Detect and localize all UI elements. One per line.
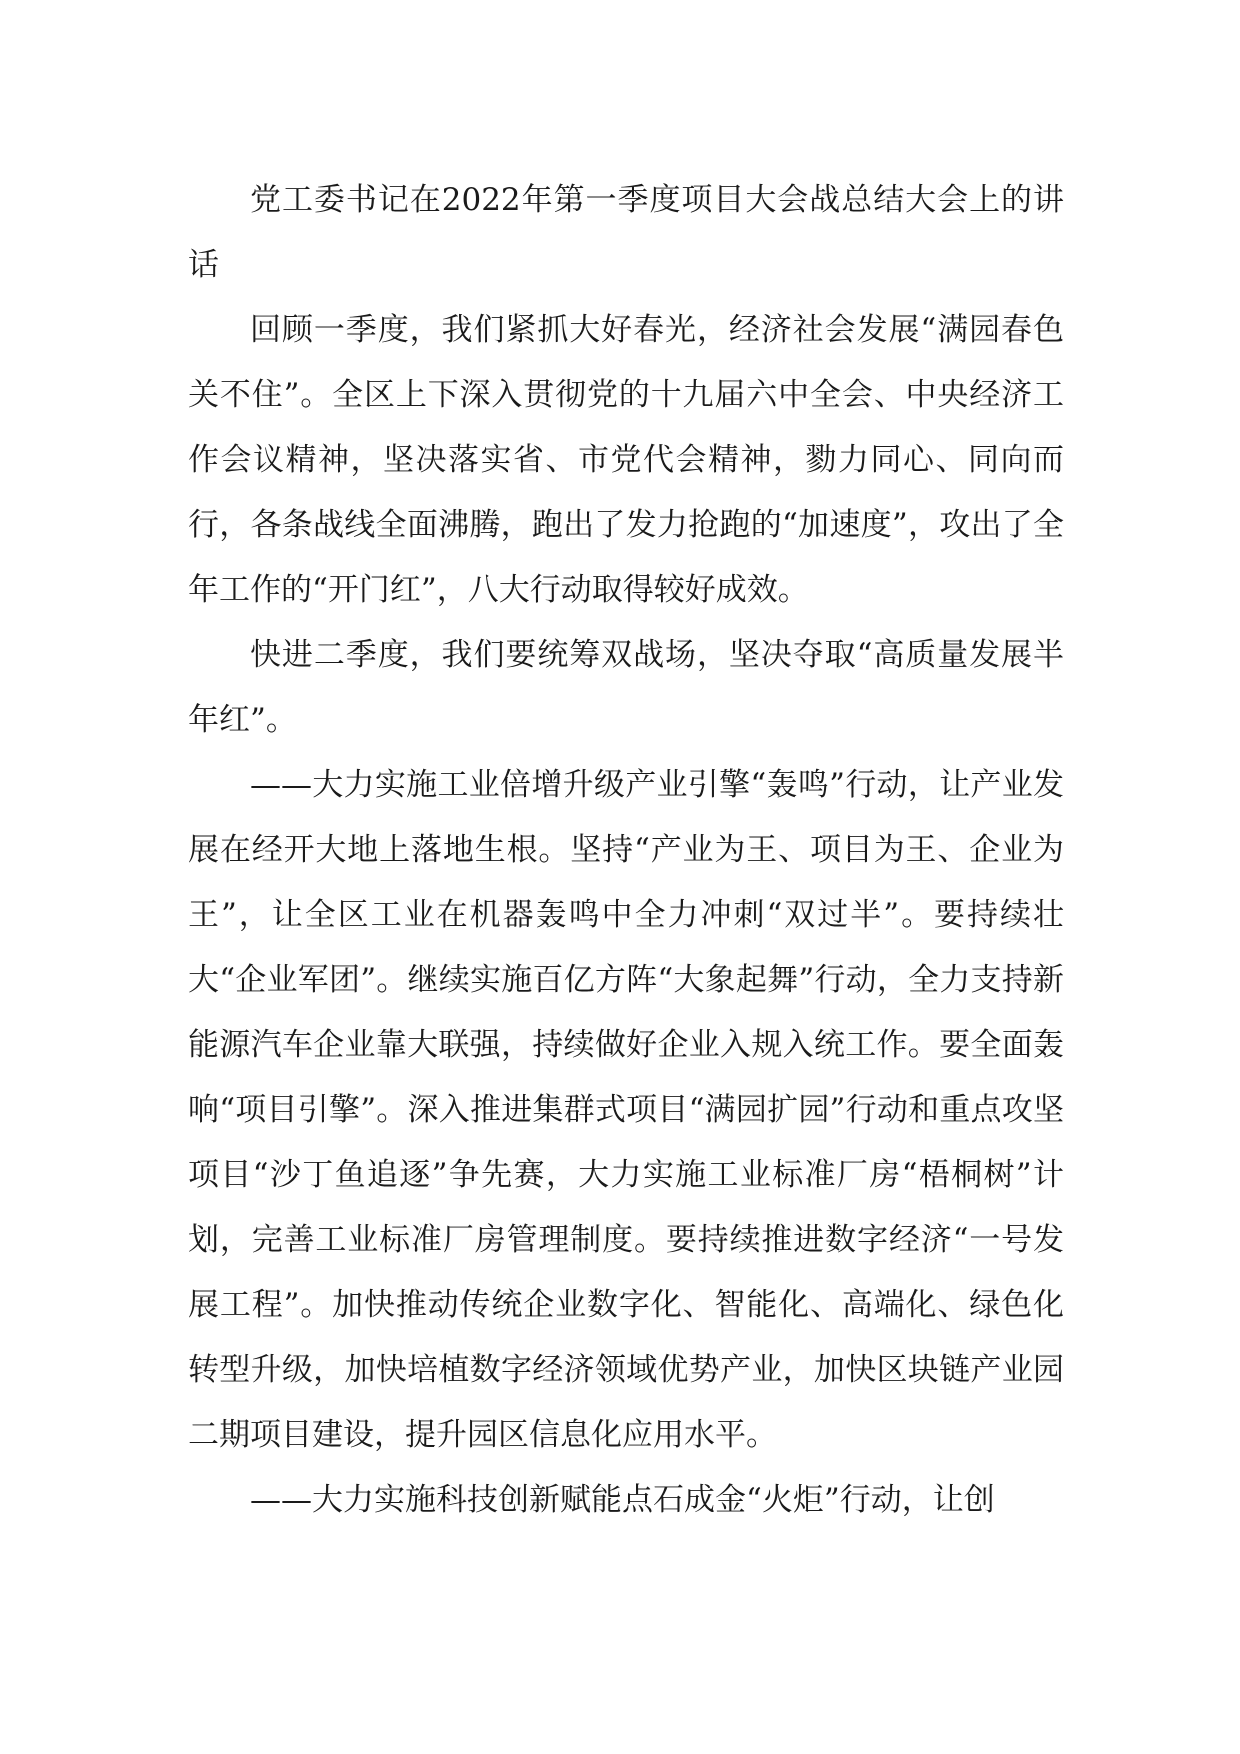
- paragraph-tech-action: ——大力实施科技创新赋能点石成金“火炬”行动，让创: [250, 1482, 995, 1518]
- paragraph-review-q1: 回顾一季度，我们紧抓大好春光，经济社会发展“满园春色关不住”。全区上下深入贯彻党的十九届六中全会、中央经济工作会议精神，坚决落实省、市党代会精神，勠力同心、同向而行，各条战线全面沸腾，跑出了发力抢跑的“加速度”，攻出了全年工作的“开门红”，八大行动取得较好成效。: [188, 312, 1064, 608]
- document-title: 党工委书记在2022年第一季度项目大会战总结大会上的讲话: [188, 182, 1064, 283]
- paragraph-industry-action: ——大力实施工业倍增升级产业引擎“轰鸣”行动，让产业发展在经开大地上落地生根。坚持“产业为王、项目为王、企业为王”，让全区工业在机器轰鸣中全力冲刺“双过半”。要持续壮大“企业军团”。继续实施百亿方阵“大象起舞”行动，全力支持新能源汽车企业靠大联强，持续做好企业入规入统工作。要全面轰响“项目引擎”。深入推进集群式项目“满园扩园”行动和重点攻坚项目“沙丁鱼追逐”争先赛，大力实施工业标准厂房“梧桐树”计划，完善工业标准厂房管理制度。要持续推进数字经济“一号发展工程”。加快推动传统企业数字化、智能化、高端化、绿色化转型升级，加快培植数字经济领域优势产业，加快区块链产业园二期项目建设，提升园区信息化应用水平。: [188, 767, 1064, 1453]
- document-body: [188, 168, 1064, 1533]
- paragraph-q2-goal: 快进二季度，我们要统筹双战场，坚决夺取“高质量发展半年红”。: [188, 637, 1064, 738]
